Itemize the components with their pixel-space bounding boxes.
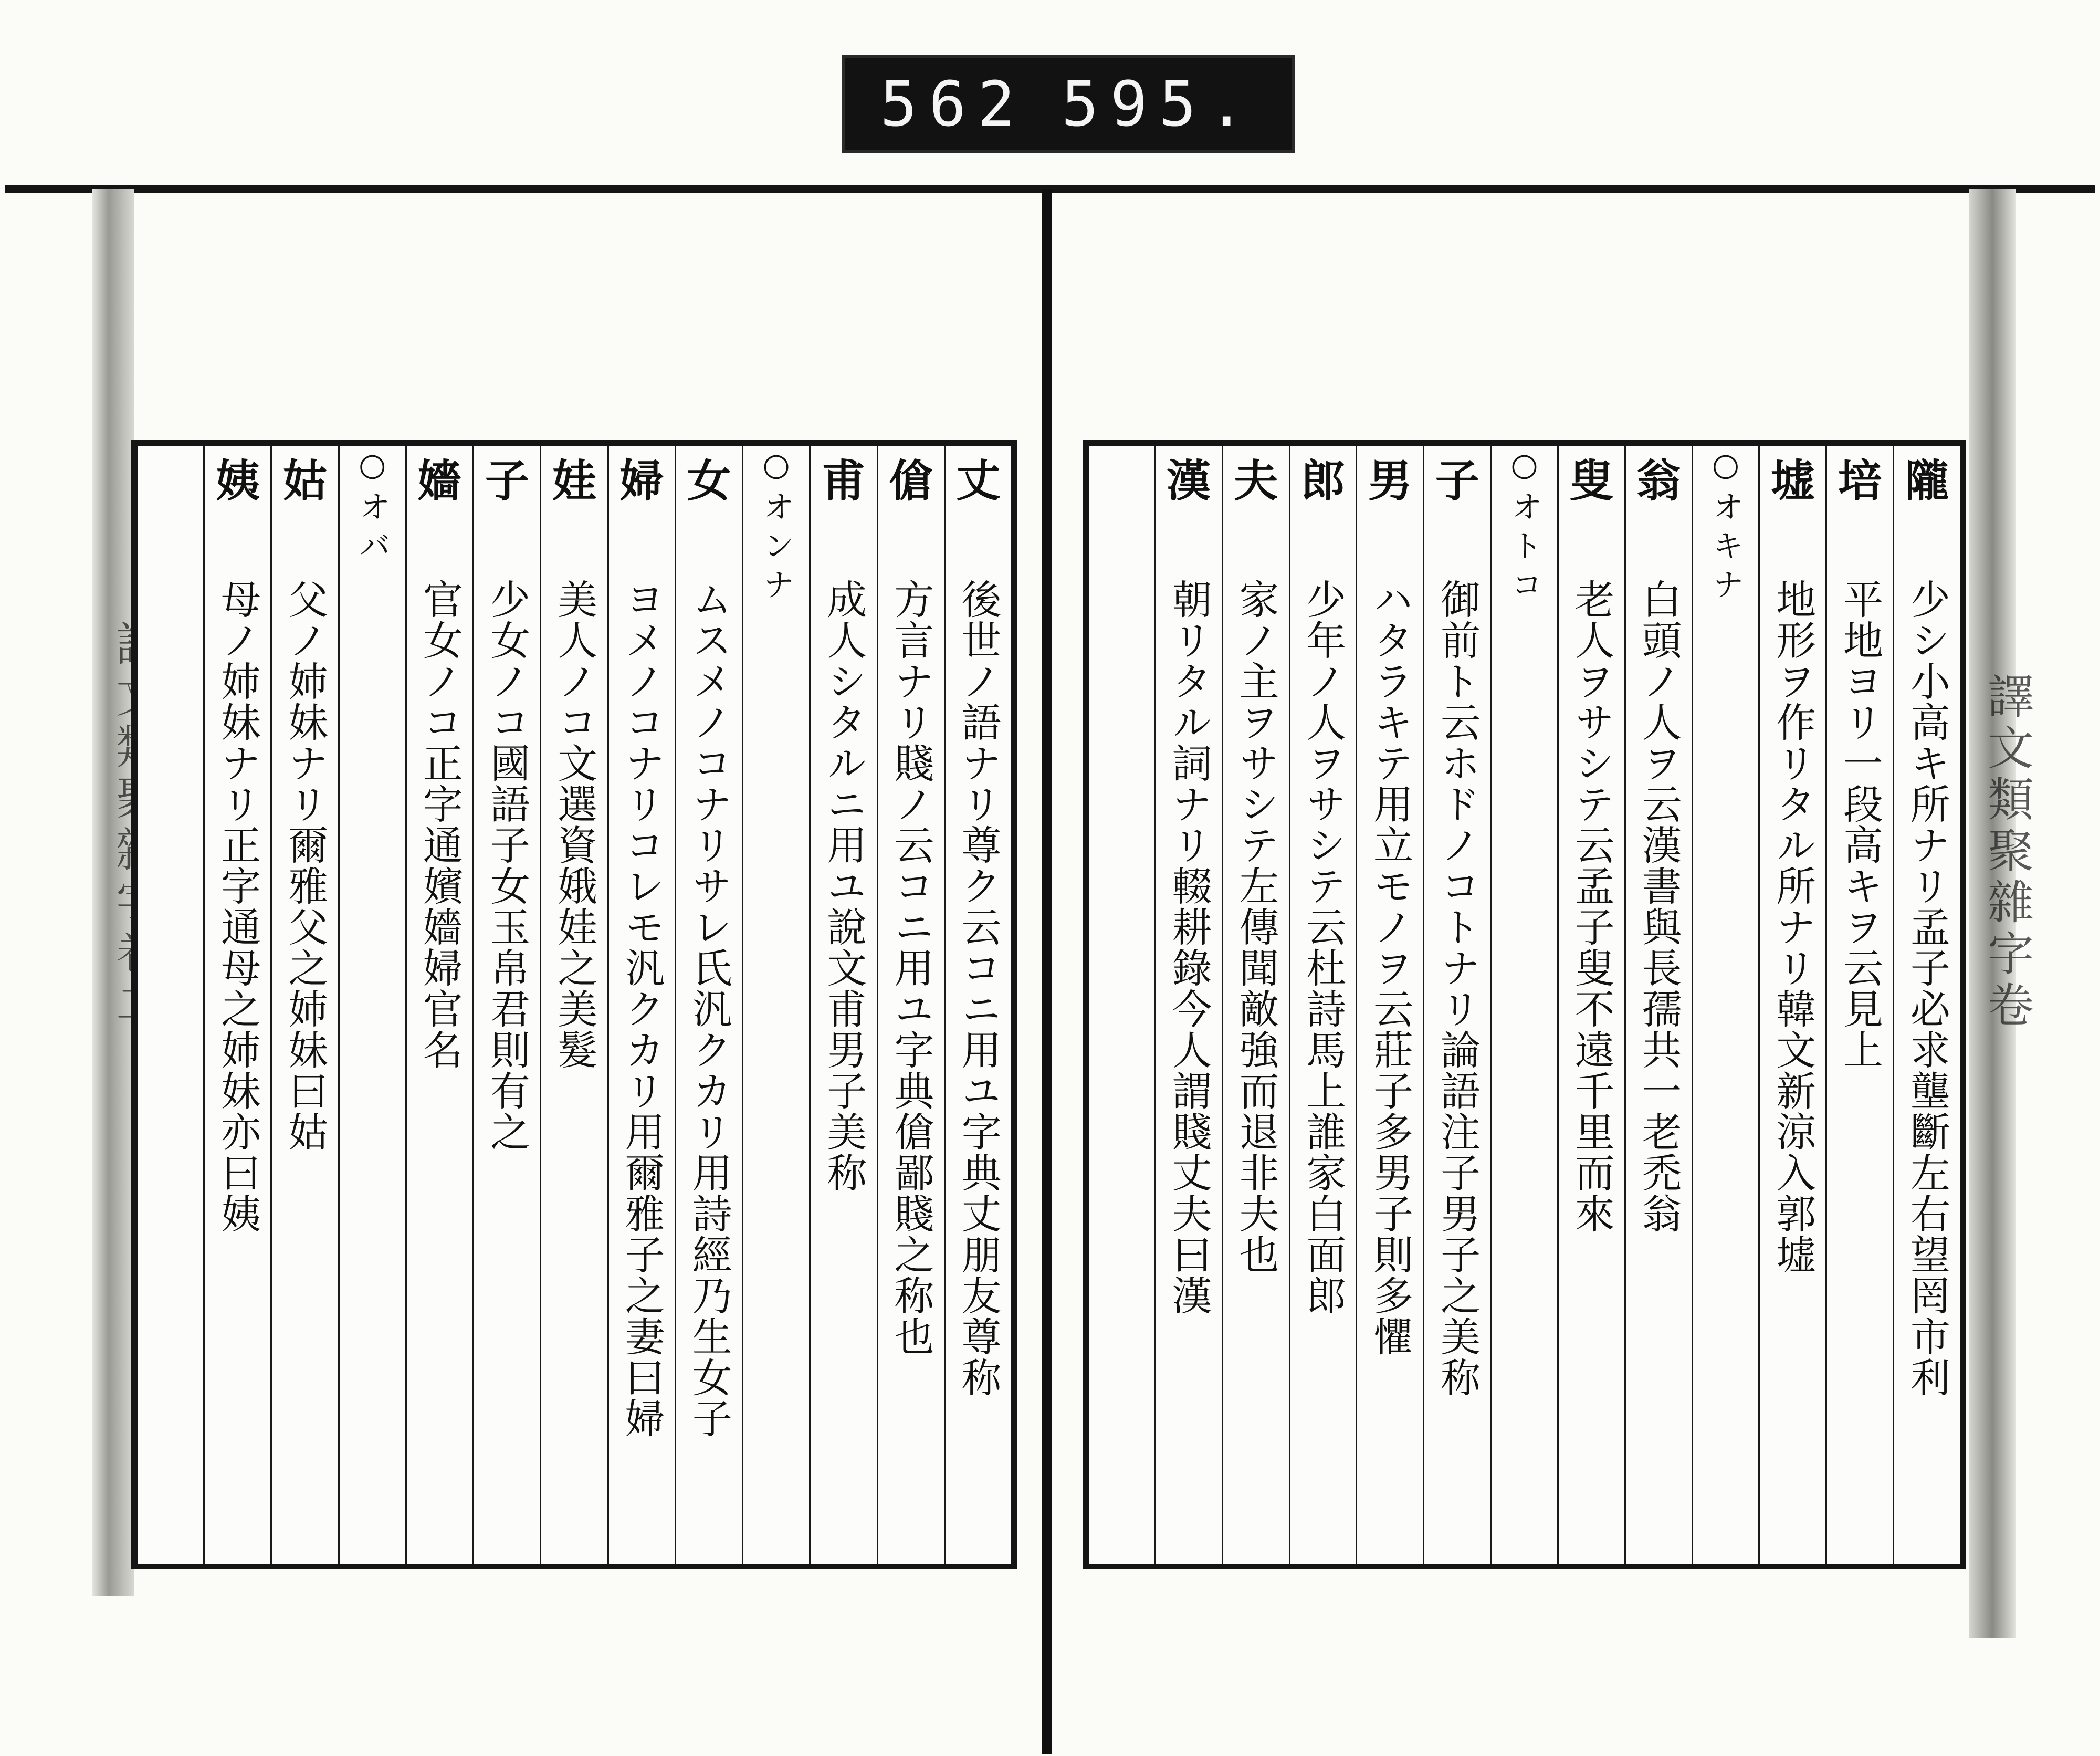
entry-head: 甫	[821, 455, 866, 507]
left-page-panel	[131, 440, 1017, 1569]
entry-column	[203, 446, 270, 1564]
entry-column	[877, 446, 944, 1564]
frame-number-left: 562	[880, 67, 1027, 140]
entry-column	[809, 446, 876, 1564]
entry-head: 子	[1435, 455, 1479, 507]
entry-column	[944, 446, 1011, 1564]
entry-gloss: 老人ヲサシテ云孟子叟不遠千里而來	[1568, 579, 1615, 1234]
entry-head: 墟	[1770, 455, 1815, 507]
section-heading-column	[1692, 446, 1759, 1564]
entry-gloss: 白頭ノ人ヲ云漢書與長孺共一老禿翁	[1635, 579, 1682, 1234]
entry-gloss: ムスメノコナリサレ氏汎クカリ用詩經乃生女子	[686, 579, 733, 1439]
entry-head: 娃	[552, 455, 596, 507]
entry-head: 嬙	[417, 455, 462, 507]
entry-head: 漢	[1167, 455, 1211, 507]
entry-column	[1557, 446, 1624, 1564]
entry-column	[1222, 446, 1289, 1564]
entry-gloss: ヨメノコナリコレモ汎クカリ用爾雅子之妻曰婦	[618, 579, 665, 1439]
entry-gloss: 少年ノ人ヲサシテ云杜詩馬上誰家白面郎	[1299, 579, 1347, 1316]
entry-column	[540, 446, 607, 1564]
entry-gloss: 朝リタル詞ナリ輟耕錄今人謂賤丈夫曰漢	[1166, 579, 1213, 1316]
entry-gloss: 少女ノコ國語子女玉帛君則有之	[484, 579, 531, 1152]
entry-column	[472, 446, 540, 1564]
entry-column	[675, 446, 742, 1564]
entry-gloss: 美人ノコ文選資娥娃之美髮	[551, 579, 598, 1070]
entry-head: 丈	[956, 455, 1001, 507]
entry-head: 姑	[283, 455, 328, 507]
entry-column	[1154, 446, 1222, 1564]
entry-gloss: 父ノ姉妹ナリ爾雅父之姉妹曰姑	[281, 579, 329, 1152]
entry-gloss: 方言ナリ賤ノ云コニ用ユ字典傖鄙賤之称也	[887, 579, 934, 1357]
entry-gloss: 後世ノ語ナリ尊ク云コニ用ユ字典丈朋友尊称	[955, 579, 1002, 1398]
blank-column	[138, 446, 203, 1564]
section-heading-column	[338, 446, 405, 1564]
entry-column	[1825, 446, 1893, 1564]
entry-column	[1624, 446, 1692, 1564]
entry-head: 郎	[1300, 455, 1345, 507]
section-heading: ○オキナ	[1707, 446, 1745, 607]
entry-gloss: ハタラキテ用立モノヲ云莊子多男子則多懼	[1367, 579, 1414, 1357]
right-page-panel	[1083, 440, 1966, 1569]
entry-gloss: 成人シタルニ用ユ說文甫男子美称	[820, 579, 867, 1193]
entry-gloss: 御前ト云ホドノコトナリ論語注子男子之美称	[1434, 579, 1481, 1398]
section-heading-column	[1490, 446, 1557, 1564]
entry-head: 婦	[620, 455, 664, 507]
entry-column	[1356, 446, 1423, 1564]
entry-column	[405, 446, 472, 1564]
entry-head: 培	[1838, 455, 1882, 507]
entry-column	[1893, 446, 1960, 1564]
section-heading: ○オンナ	[758, 446, 795, 607]
right-spine-title: 譯文類聚雜字卷	[1980, 672, 2034, 1032]
entry-column	[607, 446, 675, 1564]
blank-column	[1089, 446, 1154, 1564]
entry-gloss: 家ノ主ヲサシテ左傳聞敵強而退非夫也	[1232, 579, 1279, 1275]
entry-gloss: 少シ小高キ所ナリ孟子必求壟斷左右望罔市利	[1904, 579, 1951, 1398]
section-heading-column	[742, 446, 809, 1564]
entry-head: 男	[1368, 455, 1412, 507]
entry-head: 子	[485, 455, 529, 507]
entry-head: 傖	[889, 455, 933, 507]
entry-gloss: 母ノ姉妹ナリ正字通母之姉妹亦曰姨	[214, 579, 261, 1234]
entry-column	[270, 446, 338, 1564]
entry-gloss: 地形ヲ作リタル所ナリ韓文新涼入郭墟	[1769, 579, 1816, 1275]
entry-gloss: 平地ヨリ一段高キヲ云見上	[1836, 579, 1884, 1070]
entry-gloss: 官女ノコ正字通嬪嬙婦官名	[416, 579, 464, 1070]
frame-number-label	[845, 58, 1292, 150]
section-heading: ○オトコ	[1506, 446, 1543, 607]
entry-head: 翁	[1636, 455, 1681, 507]
entry-column	[1423, 446, 1490, 1564]
entry-head: 隴	[1905, 455, 1949, 507]
entry-column	[1289, 446, 1356, 1564]
center-gutter	[1042, 189, 1052, 1754]
section-heading: ○オバ	[354, 446, 391, 568]
entry-head: 女	[687, 455, 731, 507]
entry-head: 姨	[215, 455, 260, 507]
frame-number-right: 595.	[1061, 67, 1257, 140]
entry-column	[1758, 446, 1825, 1564]
entry-head: 夫	[1234, 455, 1278, 507]
entry-head: 叟	[1569, 455, 1614, 507]
